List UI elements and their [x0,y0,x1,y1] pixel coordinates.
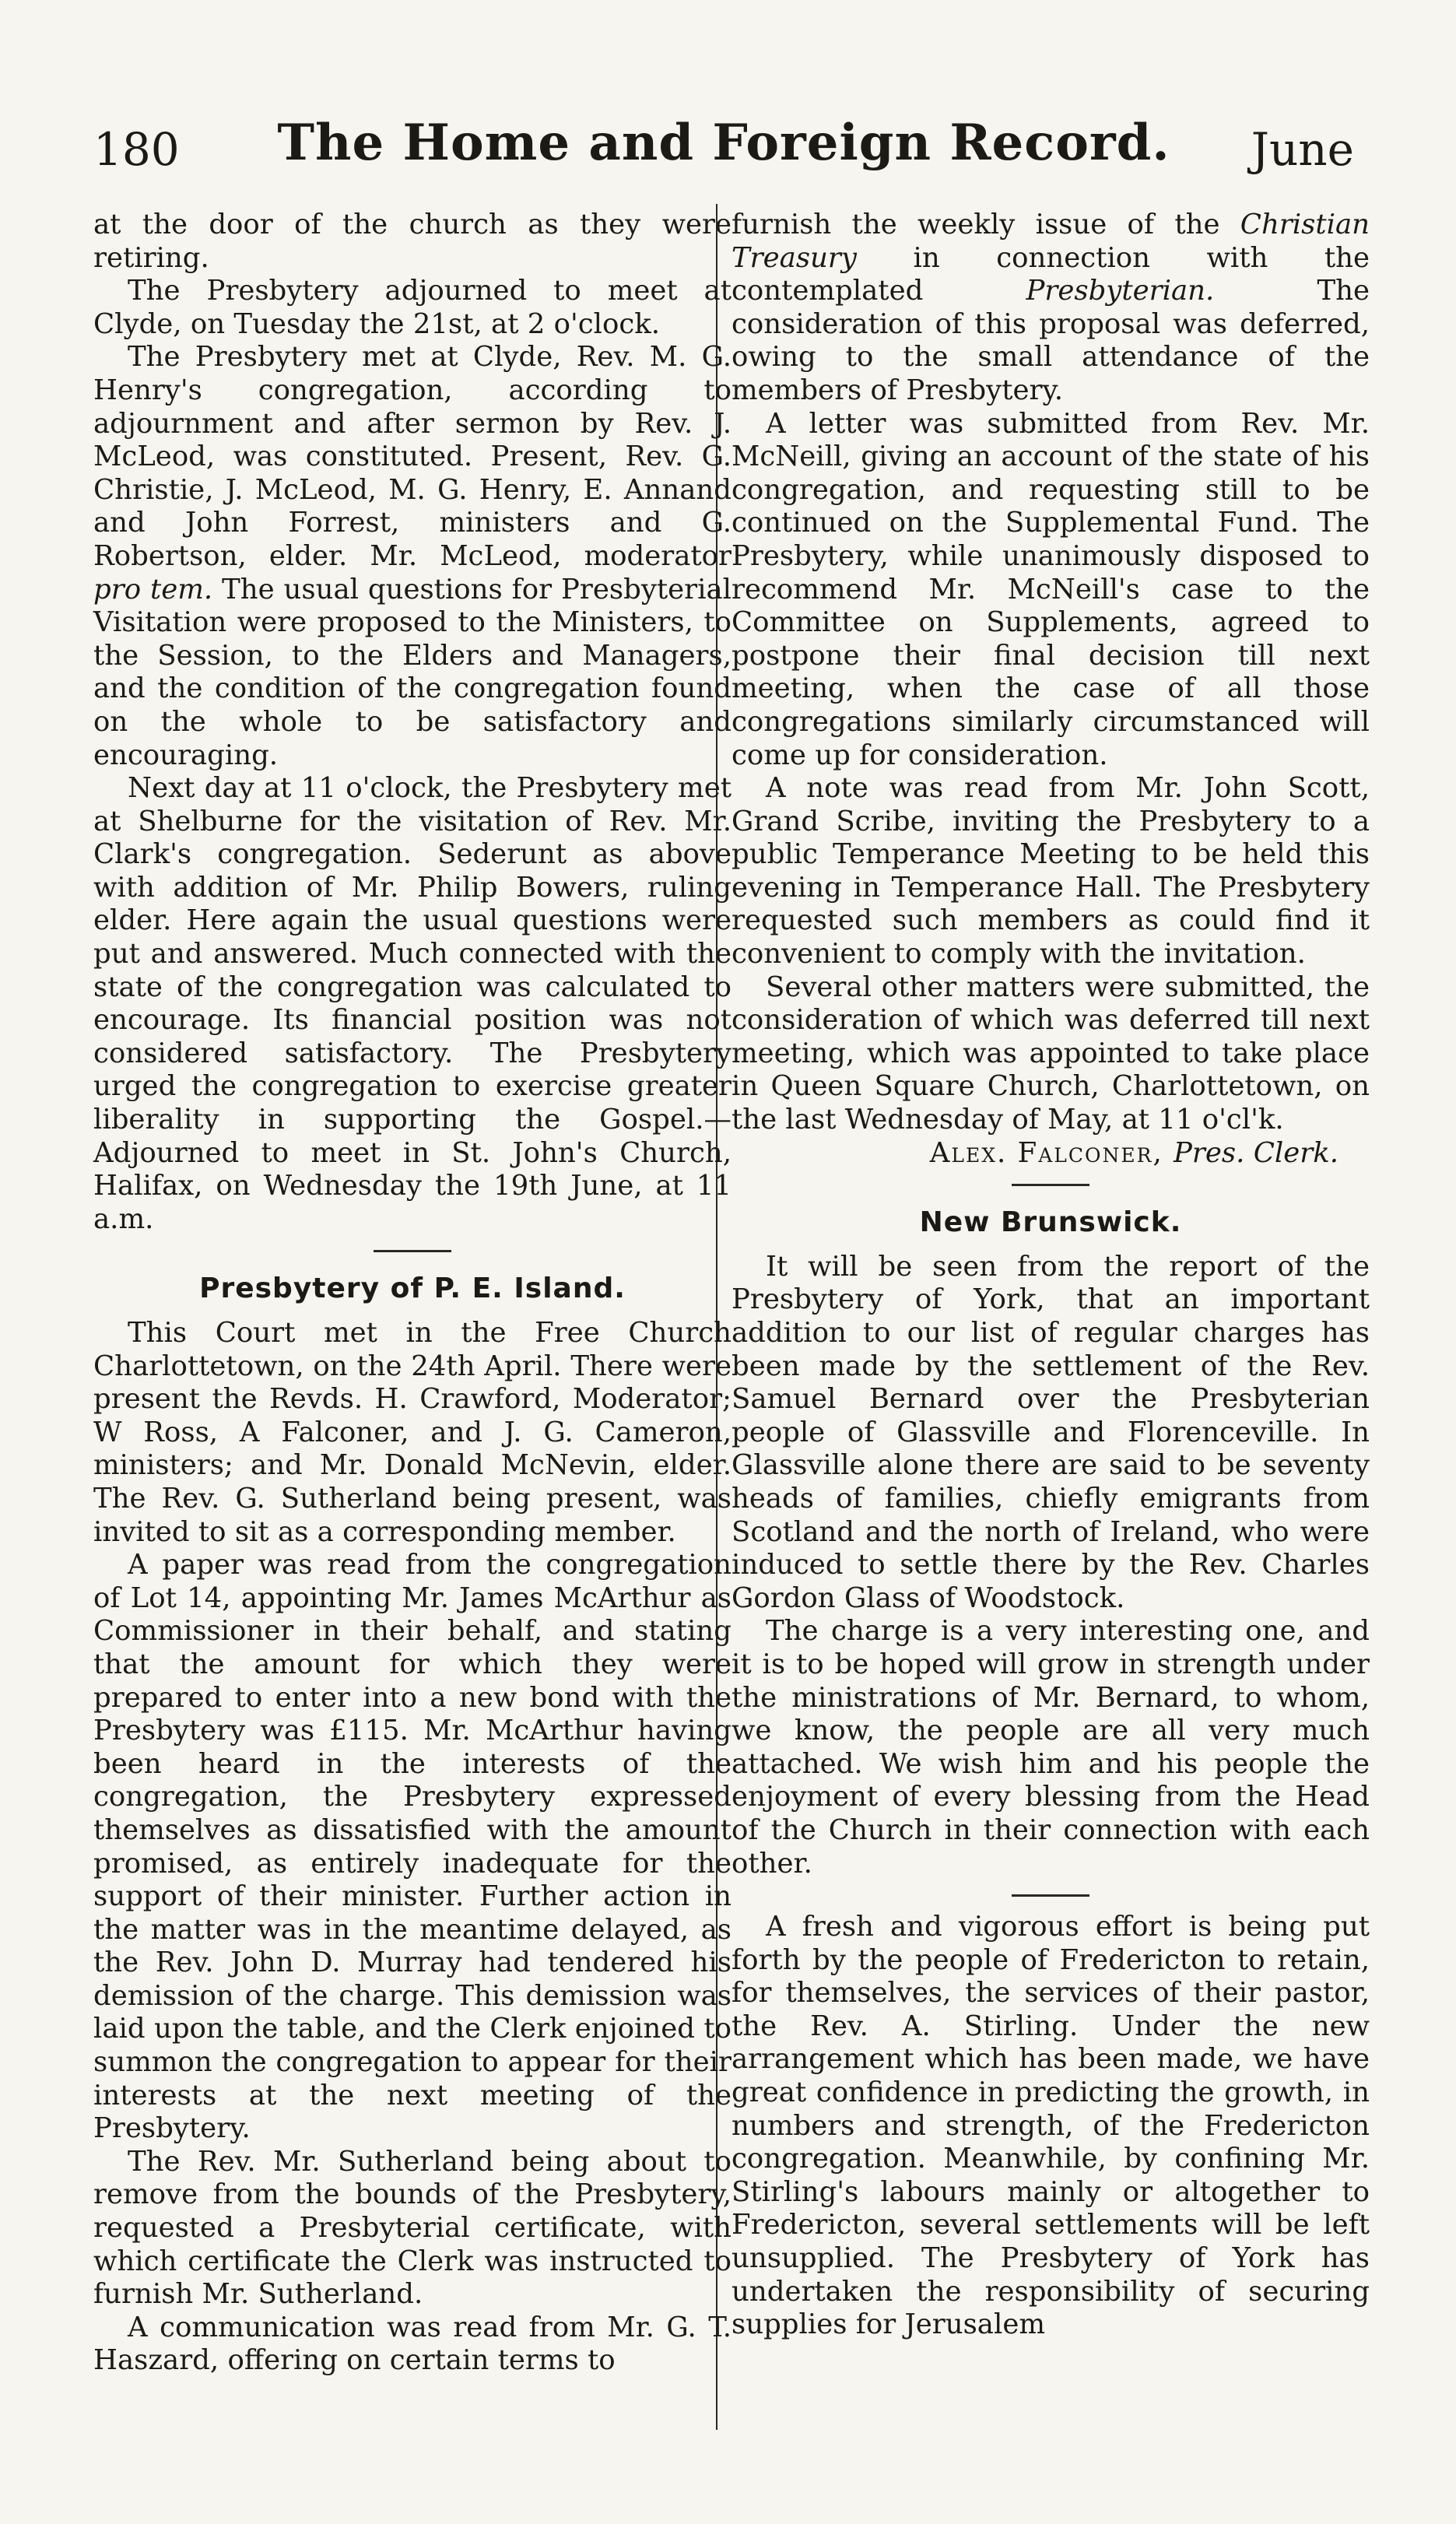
paragraph: A paper was read from the congregation of Lot 14, appointing Mr. James McArthur as Commissioner in their behalf, and stating that the amount for which they were prepared to enter into a new bond with the Presbytery was £115. Mr. McArthur having been heard in the interests of the congregation, the Presbytery expressed themselves as dissatisfied with the amount promised, as entirely inadequate for the support of their minister. Further action in the matter was in the meantime delayed, as the Rev. John D. Murray had tendered his demission of the charge. This demission was laid upon the table, and the Clerk enjoined to summon the congregation to appear for their interests at the next meeting of the Presbytery. [93,1549,732,2145]
section-rule [1012,1894,1089,1897]
section-rule [1012,1184,1089,1186]
left-column [93,209,732,2378]
journal-title: The Home and Foreign Record. [277,114,1170,172]
paragraph: A communication was read from Mr. G. T. Haszard, offering on certain terms to [93,2311,732,2377]
paragraph: The charge is a very interesting one, and it is to be hoped will grow in strength under the ministrations of Mr. Bernard, to whom, we know, the people are all very much attached. We wish him and his people the enjoyment of every blessing from the Head of the Church in their connection with each other. [732,1615,1370,1880]
section-heading: Presbytery of P. E. Island. [199,1273,626,1305]
right-column [732,209,1370,2342]
paragraph: A letter was submitted from Rev. Mr. McNeill, giving an account of the state of his congregation, and requesting still to be continued on the Supplemental Fund. The Presbytery, while unanimously disposed to recommend Mr. McNeill's case to the Committee on Supplements, agreed to postpone their final decision till next meeting, when the case of all those congregations similarly circumstanced will come up for consideration. [732,407,1370,771]
issue-month: June [1251,123,1354,176]
paragraph: The Presbytery met at Clyde, Rev. M. G. Henry's congregation, according to adjournment and after sermon by Rev. J. McLeod, was constituted. Present, Rev. G. Christie, J. McLeod, M. G. Henry, E. Annand and John Forrest, ministers and G. Robertson, elder. Mr. McLeod, moderator pro tem. The usual questions for Presbyterial Visitation were proposed to the Ministers, to the Session, to the Elders and Managers, and the condition of the congregation found on the whole to be satisfactory and encouraging. [93,341,732,771]
paragraph: The Rev. Mr. Sutherland being about to remove from the bounds of the Presbytery, requested a Presbyterial certificate, with which certificate the Clerk was instructed to furnish Mr. Sutherland. [93,2145,732,2311]
section-rule [374,1250,451,1252]
paragraph: Next day at 11 o'clock, the Presbytery met at Shelburne for the visitation of Rev. Mr. Clark's congregation. Sederunt as above with addition of Mr. Philip Bowers, ruling elder. Here again the usual questions were put and answered. Much connected with the state of the congregation was calculated to encourage. Its financial position was not considered satisfactory. The Presbytery urged the congregation to exercise greater liberality in supporting the Gospel.—Adjourned to meet in St. John's Church, Halifax, on Wednesday the 19th June, at 11 a.m. [93,772,732,1235]
paragraph: furnish the weekly issue of the Christian Treasury in connection with the contemplated Presbyterian. The consideration of this proposal was deferred, owing to the small attendance of the members of Presbytery. [732,209,1370,406]
paragraph: It will be seen from the report of the Presbytery of York, that an important addition to our list of regular charges has been made by the settlement of the Rev. Samuel Bernard over the Presbyterian people of Glassville and Florenceville. In Glassville alone there are said to be seventy heads of families, chiefly emigrants from Scotland and the north of Ireland, who were induced to settle there by the Rev. Charles Gordon Glass of Woodstock. [732,1250,1370,1614]
paragraph: A fresh and vigorous effort is being put forth by the people of Fredericton to retain, for themselves, the services of their pastor, the Rev. A. Stirling. Under the new arrangement which has been made, we have great confidence in predicting the growth, in numbers and strength, of the Fredericton congregation. Meanwhile, by confining Mr. Stirling's labours mainly or altogether to Fredericton, several settlements will be left unsupplied. The Presbytery of York has undertaken the responsibility of securing supplies for Jerusalem [732,1911,1370,2341]
page-header [93,109,1354,195]
paragraph: Several other matters were submitted, the consideration of which was deferred till next meeting, which was appointed to take place in Queen Square Church, Charlottetown, on the last Wednesday of May, at 11 o'cl'k. [732,971,1370,1136]
section-heading: New Brunswick. [919,1206,1182,1239]
signature: Alex. Falconer, Pres. Clerk. [929,1136,1338,1169]
paragraph: at the door of the church as they were retiring. [93,209,732,274]
page-number: 180 [93,123,180,176]
paragraph: A note was read from Mr. John Scott, Grand Scribe, inviting the Presbytery to a public Temperance Meeting to be held this evening in Temperance Hall. The Presbytery requested such members as could find it convenient to comply with the invitation. [732,772,1370,971]
paragraph: This Court met in the Free Church Charlottetown, on the 24th April. There were present the Revds. H. Crawford, Moderator; W Ross, A Falconer, and J. G. Cameron, ministers; and Mr. Donald McNevin, elder. The Rev. G. Sutherland being present, was invited to sit as a corresponding member. [93,1317,732,1548]
paragraph: The Presbytery adjourned to meet at Clyde, on Tuesday the 21st, at 2 o'clock. [93,275,732,340]
